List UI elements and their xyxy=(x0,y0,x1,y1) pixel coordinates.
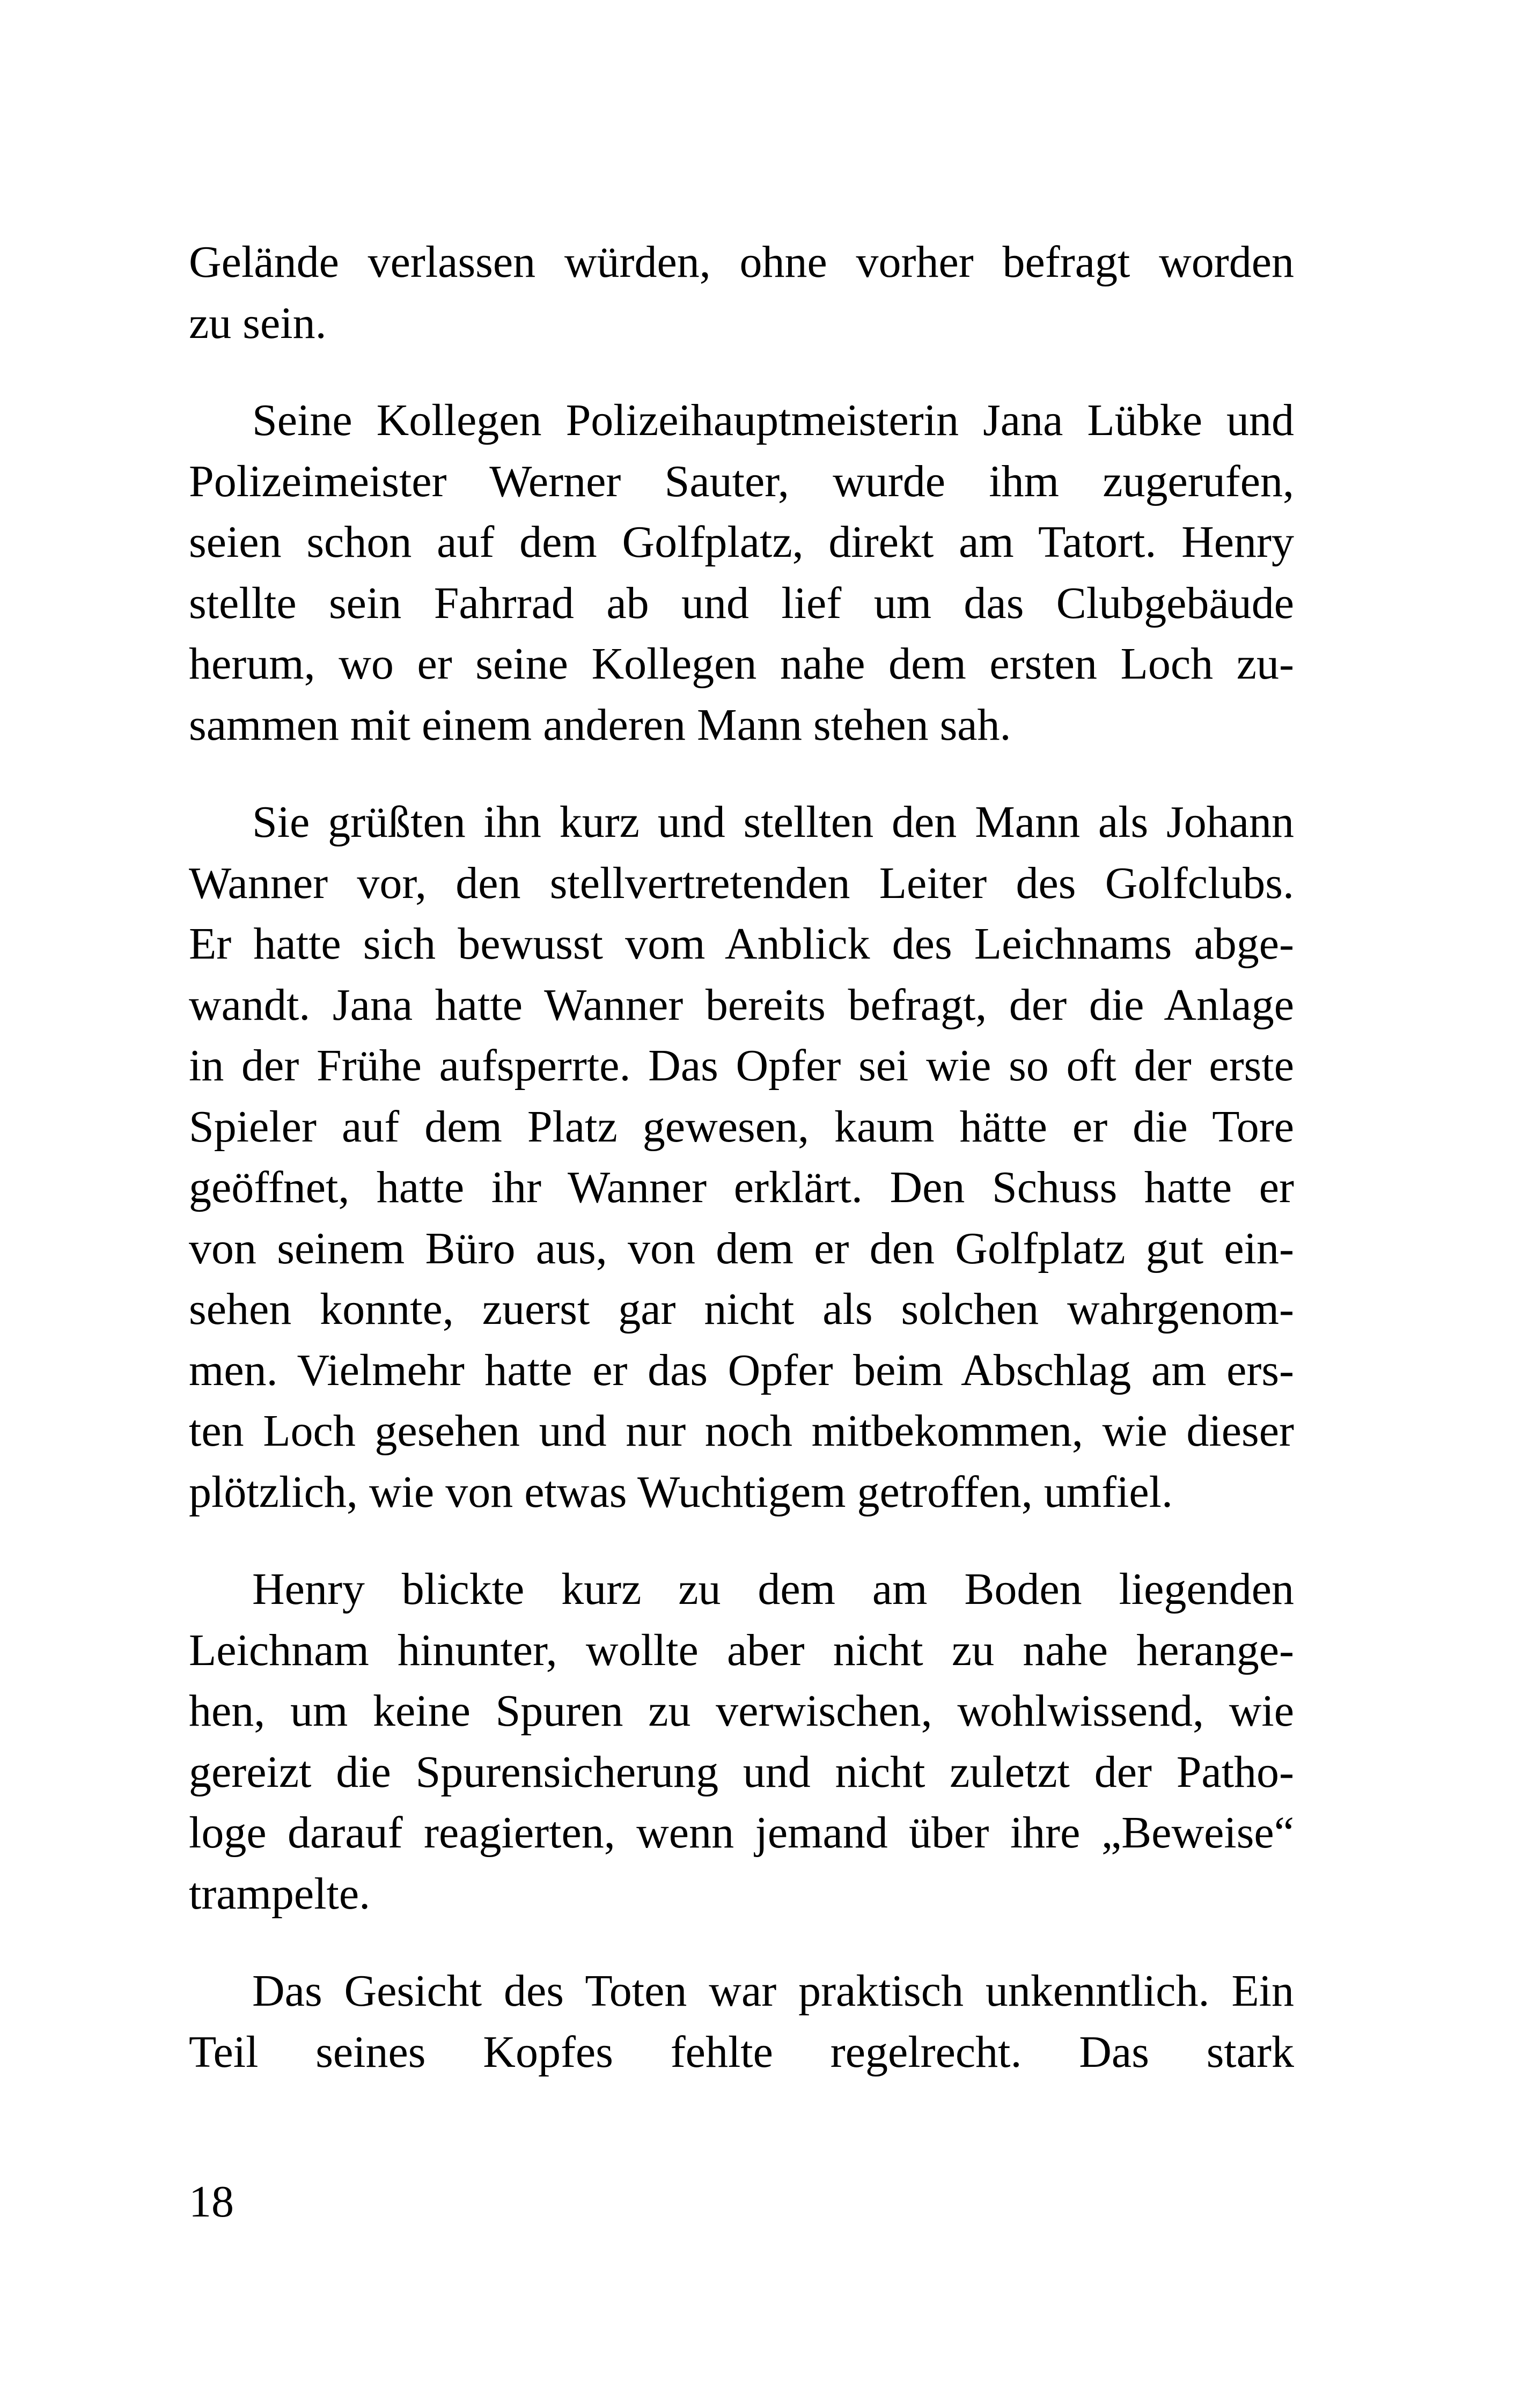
text-line: hen, um keine Spuren zu verwischen, wohlwissend, wie xyxy=(189,1686,1294,1736)
text-line: Henry blickte kurz zu dem am Boden liegenden xyxy=(252,1564,1294,1614)
text-line: Polizeimeister Werner Sauter, wurde ihm zugerufen, xyxy=(189,456,1294,506)
page-text xyxy=(189,232,1294,2082)
text-line: Das Gesicht des Toten war praktisch unkenntlich. Ein xyxy=(252,1966,1294,2016)
text-line: sehen konnte, zuerst gar nicht als solchen wahrgenom- xyxy=(189,1284,1294,1334)
text-line: trampelte. xyxy=(189,1868,371,1919)
text-line: loge darauf reagierten, wenn jemand über ihre „Beweise“ xyxy=(189,1808,1294,1858)
text-line: Leichnam hinunter, wollte aber nicht zu nahe herange- xyxy=(189,1625,1294,1675)
text-line: Sie grüßten ihn kurz und stellten den Mann als Johann xyxy=(252,797,1294,847)
text-line: Teil seines Kopfes fehlte regelrecht. Das stark xyxy=(189,2027,1294,2077)
text-line: zu sein. xyxy=(189,298,327,348)
page-number: 18 xyxy=(189,2177,234,2227)
paragraph-1 xyxy=(189,232,1294,354)
paragraph-3 xyxy=(189,792,1294,1522)
text-line: sammen mit einem anderen Mann stehen sah. xyxy=(189,699,1011,750)
text-line: Wanner vor, den stellvertretenden Leiter des Golfclubs. xyxy=(189,858,1294,908)
text-line: wandt. Jana hatte Wanner bereits befragt, der die Anlage xyxy=(189,980,1294,1030)
text-line: men. Vielmehr hatte er das Opfer beim Abschlag am ers- xyxy=(189,1345,1294,1395)
text-line: Spieler auf dem Platz gewesen, kaum hätte er die Tore xyxy=(189,1101,1294,1152)
text-line: Gelände verlassen würden, ohne vorher befragt worden xyxy=(189,237,1294,287)
text-line: ten Loch gesehen und nur noch mitbekommen, wie dieser xyxy=(189,1406,1294,1456)
text-line: seien schon auf dem Golfplatz, direkt am Tatort. Henry xyxy=(189,517,1294,567)
text-line: herum, wo er seine Kollegen nahe dem ersten Loch zu- xyxy=(189,639,1294,689)
paragraph-4 xyxy=(189,1559,1294,1924)
text-line: in der Frühe aufsperrte. Das Opfer sei wie so oft der erste xyxy=(189,1041,1294,1091)
text-line: von seinem Büro aus, von dem er den Golfplatz gut ein- xyxy=(189,1223,1294,1273)
text-line: plötzlich, wie von etwas Wuchtigem getroffen, umfiel. xyxy=(189,1467,1173,1517)
paragraph-2 xyxy=(189,390,1294,755)
text-line: geöffnet, hatte ihr Wanner erklärt. Den Schuss hatte er xyxy=(189,1162,1294,1212)
text-line: stellte sein Fahrrad ab und lief um das Clubgebäude xyxy=(189,578,1294,628)
text-line: Er hatte sich bewusst vom Anblick des Leichnams abge- xyxy=(189,919,1294,969)
text-line: Seine Kollegen Polizeihauptmeisterin Jana Lübke und xyxy=(252,395,1294,445)
text-line: gereizt die Spurensicherung und nicht zuletzt der Patho- xyxy=(189,1747,1294,1797)
paragraph-5 xyxy=(189,1961,1294,2082)
